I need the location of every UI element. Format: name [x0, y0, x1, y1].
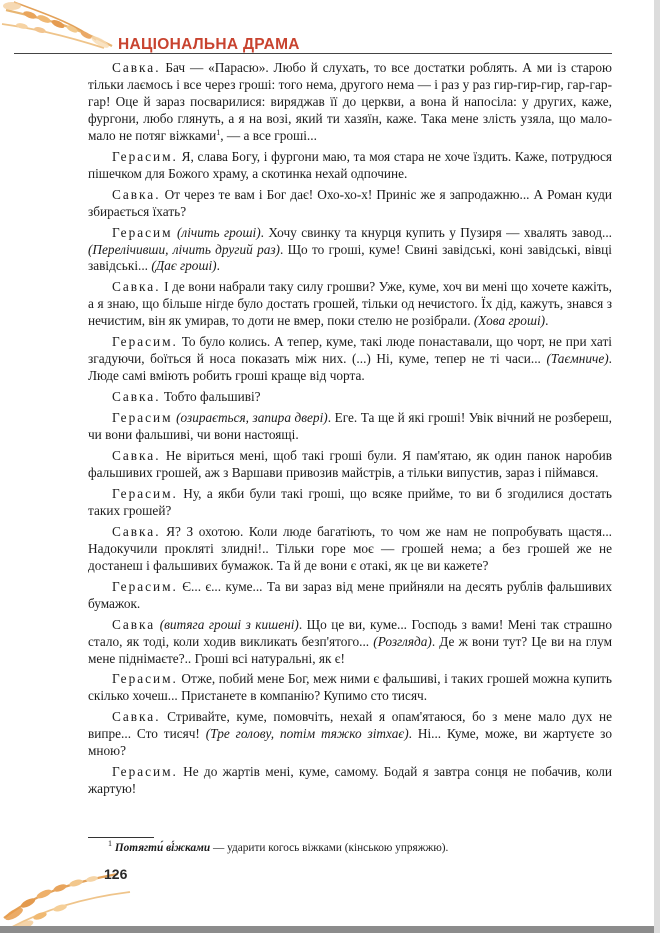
dialogue-text: . Ні... Куме, може, ви жартуєте зо мною?	[88, 726, 612, 759]
dialogue-text: То було колись. А тепер, куме, такі люде понаставали, що чорт, не при хаті згадуючи, боїться й носа показать між них. (...) Ні, куме, тепер не ті часи...	[88, 334, 612, 367]
page-edge-bottom	[0, 926, 660, 933]
dialogue-paragraph	[88, 149, 612, 183]
speaker-name: Савка.	[112, 709, 161, 725]
dialogue-paragraph	[88, 448, 612, 482]
stage-direction: (Хова гроші)	[473, 313, 546, 329]
dialogue-text: .	[545, 313, 549, 329]
speaker-name: Савка.	[112, 523, 161, 539]
dialogue-text: . Де ж вони тут? Це ви на глум мене піднімаєте?.. Гроші всі натуральні, як є!	[88, 633, 612, 666]
footnote-number: 1	[108, 839, 112, 848]
dialogue-text: Є... є... куме... Та ви зараз від мене прийняли на десять рублів фальшивих бумажок.	[88, 578, 612, 611]
dialogue-paragraph	[88, 524, 612, 575]
speaker-name: Савка.	[112, 60, 161, 75]
stage-direction: (Тре голову, потім тяжко зітхає)	[205, 726, 409, 742]
dialogue-paragraph	[88, 279, 612, 330]
stage-direction: (Таємниче)	[546, 351, 609, 367]
dialogue-paragraph	[88, 334, 612, 385]
dialogue-text: . Що то гроші, куме! Свині завідські, коні завідські, вівці завідські...	[88, 241, 612, 274]
dialogue-paragraph	[88, 187, 612, 221]
dialogue-paragraph	[88, 617, 612, 668]
dialogue-text: . Що це ви, куме... Господь з вами! Мені так страшно стало, як тоді, коли ходив викликать безп'ятого...	[88, 616, 612, 649]
dialogue-text: Стривайте, куме, помовчіть, нехай я опам'ятаюся, бо з мене мало дух не випре... Сто тисяч!	[88, 709, 612, 742]
play-text	[88, 60, 612, 802]
dialogue-text: . Еге. Та ще й які гроші! Увік вічний не розбереш, чи вони фальшиві, чи вони настоящі.	[88, 410, 612, 443]
page-number: 126	[104, 866, 128, 882]
speaker-name: Савка.	[112, 448, 161, 464]
footnote-text: — ударити когось віжками (кінською упряжжю).	[210, 842, 449, 854]
dialogue-text: І де вони набрали таку силу грошви? Уже, куме, хоч ви мені що хочете кажіть, а я знаю, що більше нігде було достать грошей, тільки од нечистого. Їх дід, кажуть, знався з нечистим, він як умирав, то доти не вмер, поки стелю не розібрали.	[88, 279, 612, 329]
dialogue-paragraph	[88, 410, 612, 444]
top-wheat-ornament	[0, 0, 130, 58]
dialogue-paragraph	[88, 225, 612, 276]
speaker-name: Герасим.	[112, 764, 178, 780]
speaker-name: Герасим.	[112, 334, 178, 350]
wheat-ears-ornament	[2, 2, 112, 50]
dialogue-text: Я? З охотою. Коли люде багатіють, то чом же нам не попробувать щастя... Надокучили прокляті злидні!.. Тільки горе моє — грошей нема; а без грошей же не достанеш і фальшивих бумажок. Та й де вони є отакі, як це ви кажете?	[88, 523, 612, 573]
speaker-name: Герасим.	[112, 671, 178, 687]
speaker-name: Савка.	[112, 389, 161, 405]
dialogue-paragraph	[88, 60, 612, 145]
stage-direction: (озирається, запира двері)	[176, 410, 328, 426]
dialogue-text: Отже, побий мене Бог, меж ними є фальшиві, і таких грошей можна купить скілько хочеш... Пристанете в компанію? Купимо сто тисяч.	[88, 671, 612, 704]
footnote-divider	[88, 837, 154, 838]
stage-direction: (Перелічивши, лічить другий раз)	[88, 241, 280, 257]
speaker-name: Герасим.	[112, 148, 178, 164]
footnote-reference: 1	[216, 127, 221, 137]
dialogue-text: , — а все гроші...	[220, 127, 317, 143]
dialogue-text: . Люде самі вміють робить гроші краще від чорта.	[88, 351, 612, 384]
dialogue-text: Ну, а якби були такі гроші, що всяке прийме, то ви б згодилися достать таких грошей?	[88, 485, 612, 518]
dialogue-paragraph	[88, 709, 612, 760]
section-title: НАЦІОНАЛЬНА ДРАМА	[118, 36, 300, 53]
dialogue-text: От через те вам і Бог дає! Охо-хо-х! Приніс же я запродажню... А Роман куди збирається їхать?	[88, 186, 612, 219]
page-edge-right	[654, 0, 660, 933]
dialogue-text: Бач — «Парасю». Любо й слухать, то все достатки роблять. А ми із старою тільки лаємось і все через гроші: того нема, другого нема — і раз у раз гир-гир-гир, гар-гар-гар! Оце й зараз посварилися: виряджав її до церкви, а вона й напосіла: у других, каже, фургони, любо глянуть, а я на возі, який ти хазяїн, каже. Така мене злість узяла, що мало-мало не потяг віжками	[88, 60, 612, 143]
title-divider	[14, 53, 612, 54]
dialogue-text: Я, слава Богу, і фургони маю, та моя стара не хоче їздить. Каже, потрудюся пішечком для Божого храму, а скотинка нехай одпочине.	[88, 148, 612, 181]
dialogue-text: Не віриться мені, щоб такі гроші були. Я пам'ятаю, як один панок наробив фальшивих грошей, аж з Варшави привозив майстрів, а тільки випустив, зараз і піймався.	[88, 448, 612, 480]
stage-direction: (витяга гроші з кишені)	[159, 616, 299, 632]
wheat-ears-ornament-bottom	[3, 874, 130, 933]
dialogue-paragraph	[88, 389, 612, 406]
stage-direction: (Дає гроші)	[151, 258, 217, 274]
dialogue-paragraph	[88, 764, 612, 798]
dialogue-text: .	[216, 258, 220, 274]
speaker-name: Герасим	[112, 410, 173, 426]
dialogue-text: Тобто фальшиві?	[160, 389, 261, 405]
stage-direction: (лічить гроші)	[176, 224, 261, 240]
speaker-name: Савка	[112, 616, 156, 632]
dialogue-text: Не до жартів мені, куме, самому. Бодай я завтра сонця не побачив, коли жартую!	[88, 764, 612, 797]
speaker-name: Савка.	[112, 186, 161, 202]
bottom-wheat-ornament	[0, 848, 150, 933]
dialogue-text: . Хочу свинку та кнурця купить у Пузиря — хвалять завод...	[260, 224, 612, 240]
dialogue-paragraph	[88, 486, 612, 520]
speaker-name: Герасим.	[112, 485, 178, 501]
speaker-name: Герасим.	[112, 578, 178, 594]
speaker-name: Савка.	[112, 279, 161, 295]
speaker-name: Герасим	[112, 224, 173, 240]
dialogue-paragraph	[88, 671, 612, 705]
stage-direction: (Розгляда)	[373, 633, 432, 649]
footnote-term: Потягти́ ві́жками	[114, 842, 211, 854]
dialogue-paragraph	[88, 579, 612, 613]
footnote	[88, 841, 612, 855]
